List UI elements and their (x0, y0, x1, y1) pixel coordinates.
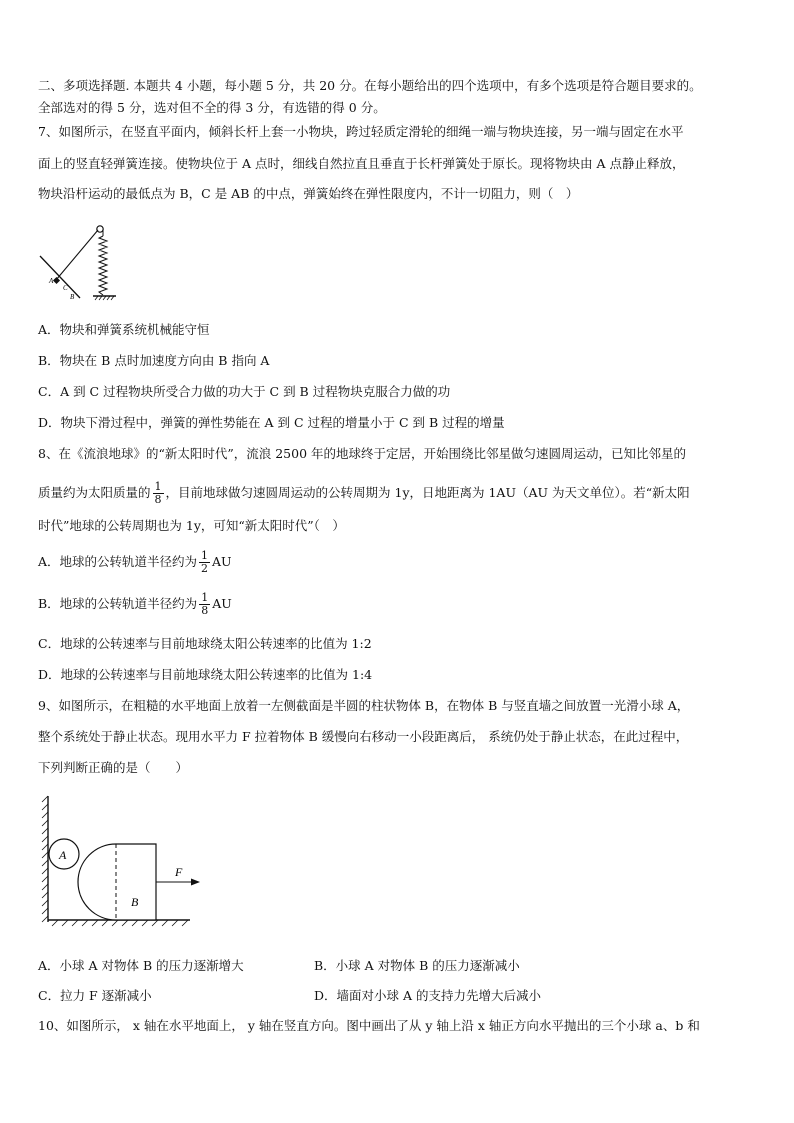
q7-stem-line1: 7、如图所示，在竖直平面内，倾斜长杆上套一小物块，跨过轻质定滑轮的细绳一端与物块连接，另一端与固定在水平 (38, 124, 684, 139)
q7-option-c: C．A 到 C 过程物块所受合力做的功大于 C 到 B 过程物块克服合力做的功 (38, 384, 451, 399)
q8-option-b-fraction: $\frac{1}{8}$ (201, 591, 209, 617)
q9-option-c: C．拉力 F 逐渐减小 (38, 988, 152, 1003)
q7-fig-label-a: A (49, 277, 54, 285)
q8-option-c: C．地球的公转速率与目前地球绕太阳公转速率的比值为 1:2 (38, 636, 372, 651)
q7-option-b: B．物块在 B 点时加速度方向由 B 指向 A (38, 353, 270, 368)
q7-stem-line3: 物块沿杆运动的最低点为 B，C 是 AB 的中点，弹簧始终在弹性限度内，不计一切阻力，则（ ） (38, 186, 579, 201)
q8-option-d: D．地球的公转速率与目前地球绕太阳公转速率的比值为 1:4 (38, 667, 373, 682)
section-header-line2: 全部选对的得 5 分，选对但不全的得 3 分，有选错的得 0 分。 (38, 100, 386, 115)
q9-fig-label-f: F (175, 865, 183, 879)
q9-option-b: B．小球 A 对物体 B 的压力逐渐减小 (314, 958, 520, 973)
q9-figure (40, 794, 210, 928)
q8-stem-line3: 时代”地球的公转周期也为 1y，可知“新太阳时代”（ ） (38, 518, 345, 533)
q9-option-d: D．墙面对小球 A 的支持力先增大后减小 (314, 988, 541, 1003)
q8-stem-line2 (38, 478, 690, 508)
q8-option-a: A．地球的公转轨道半径约为 $\frac{1}{2}$ AU (38, 549, 232, 575)
q10-stem-line1: 10、如图所示， x 轴在水平地面上， y 轴在竖直方向。图中画出了从 y 轴上沿 x 轴正方向水平抛出的三个小球 a、b 和 (38, 1018, 700, 1033)
q8-stem-line1: 8、在《流浪地球》的“新太阳时代”，流浪 2500 年的地球终于定居，开始围绕比邻星做匀速圆周运动，已知比邻星的 (38, 446, 686, 461)
q9-fig-label-a: A (59, 848, 67, 862)
q8-stem-line2-pre: 质量约为太阳质量的 (38, 485, 151, 500)
q8-option-b: B．地球的公转轨道半径约为 $\frac{1}{8}$ AU (38, 591, 232, 617)
section-header-line1: 二、多项选择题. 本题共 4 小题，每小题 5 分，共 20 分。在每小题给出的四个选项中，有多个选项是符合题目要求的。 (38, 78, 702, 93)
q7-fig-label-b: B (70, 293, 75, 301)
q7-stem-line2: 面上的竖直轻弹簧连接。使物块位于 A 点时，细线自然拉直且垂直于长杆弹簧处于原长。现将物块由 A 点静止释放， (38, 156, 685, 171)
q7-option-a: A．物块和弹簧系统机械能守恒 (38, 322, 210, 337)
q9-option-a: A．小球 A 对物体 B 的压力逐渐增大 (38, 958, 244, 973)
q9-stem-line2: 整个系统处于静止状态。现用水平力 F 拉着物体 B 缓慢向右移动一小段距离后， 系统仍处于静止状态，在此过程中， (38, 729, 689, 744)
q8-option-a-fraction: $\frac{1}{2}$ (201, 549, 209, 575)
q9-stem-line3: 下列判断正确的是（ ） (38, 760, 189, 775)
q8-stem-line2-post: ，目前地球做匀速圆周运动的公转周期为 1y，日地距离为 1AU（AU 为天文单位）。若“新太阳 (165, 485, 690, 500)
q9-stem-line1: 9、如图所示，在粗糙的水平地面上放着一左侧截面是半圆的柱状物体 B，在物体 B 与竖直墙之间放置一光滑小球 A， (38, 698, 690, 713)
q7-figure (38, 220, 128, 302)
q8-mass-fraction: $\frac{1}{8}$ (154, 480, 162, 506)
q9-fig-label-b: B (131, 895, 139, 909)
q7-option-d: D．物块下滑过程中，弹簧的弹性势能在 A 到 C 过程的增量小于 C 到 B 过程的增量 (38, 415, 505, 430)
q7-fig-label-c: C (63, 284, 68, 292)
